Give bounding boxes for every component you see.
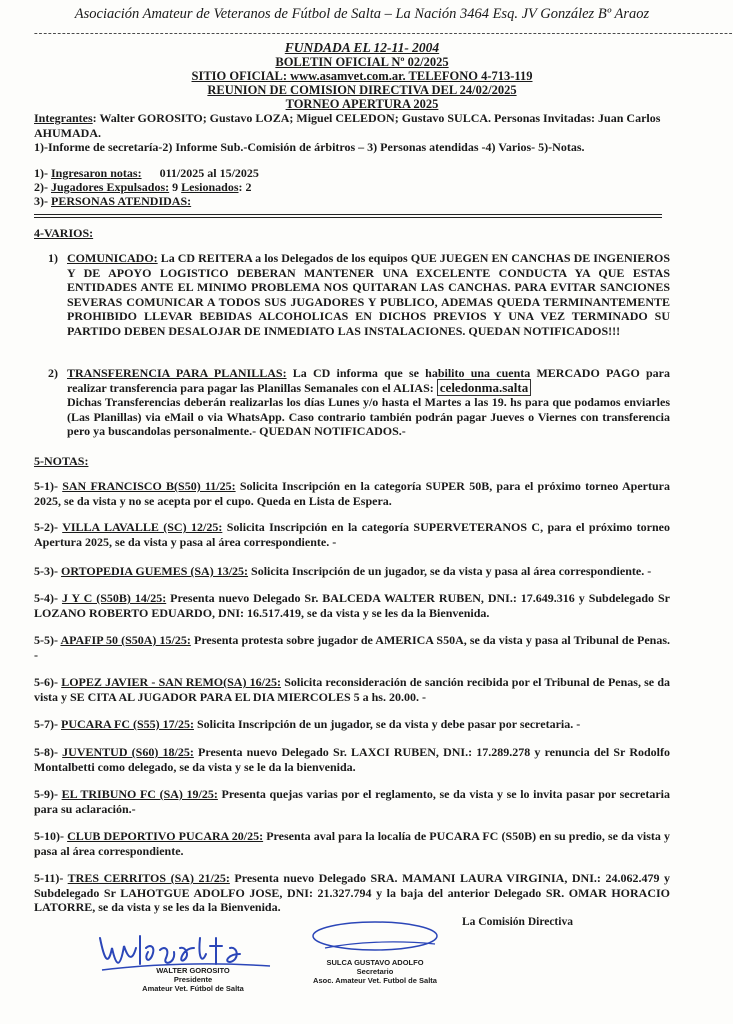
note-number: 5-11)- [34,871,68,885]
note-text: Solicita Inscripción de un jugador, se da vista y pasa al área correspondiente. - [248,564,652,578]
double-rule-divider [34,214,662,218]
title-block [0,41,724,111]
note-text: Presenta nuevo Delegado Sr. BALCEDA WALTER RUBEN, DNI.: 17.649.316 y Subdelegado Sr LOZANO ROBERTO EDUARDO, DNI: 16.517.419, se da vista y se les da la Bienvenida. [34,591,670,620]
president-name: WALTER GOROSITO [156,966,230,975]
members-text: : Walter GOROSITO; Gustavo LOZA; Miguel CELEDON; Gustavo SULCA. Personas Invitadas: Juan Carlos AHUMADA. [34,111,661,140]
transferencia-text-a: La CD informa que se habilito una cuenta MERCADO PAGO para realizar transferencia para pagar las Planillas Semanales con el ALIAS: [67,366,670,395]
injured-value: : 2 [238,180,252,194]
note-label: APAFIP 50 (S50A) 15/25: [60,633,191,647]
notas-title: 5-NOTAS: [34,454,89,468]
transferencia-paragraph [67,366,670,439]
commission-signoff: La Comisión Directiva [462,916,573,928]
transferencia-label: TRANSFERENCIA PARA PLANILLAS: [67,366,287,380]
agenda-line: 1)-Informe de secretaría-2) Informe Sub.-Comisión de árbitros – 3) Personas atendidas -4) Varios- 5)-Notas. [34,140,585,154]
note-text: Presenta protesta sobre jugador de AMERICA S50A, se da vista y pasa al Tribunal de Penas. - [34,633,670,662]
expelled-label: Jugadores Expulsados: [51,180,170,194]
note-item [34,675,670,704]
secretary-name: SULCA GUSTAVO ADOLFO [326,958,424,967]
note-text: Presenta aval para la localía de PUCARA FC (S50B) en su predio, se da vista y pasa al área correspondiente. [34,829,670,858]
members-label: Integrantes [34,111,93,125]
note-number: 5-4)- [34,591,62,605]
persons-label: PERSONAS ATENDIDAS: [51,194,192,208]
secretary-org: Asoc. Amateur Vet. Futbol de Salta [313,976,437,985]
comunicado-paragraph [67,251,670,338]
notes-range: 011/2025 al 15/2025 [159,166,259,180]
note-number: 5-10)- [34,829,68,843]
note-number: 5-5)- [34,633,61,647]
varios-item2-number: 2) [48,366,58,380]
note-item [34,871,670,915]
injured-label: Lesionados [181,180,239,194]
secretary-signature [305,912,455,962]
note-text: Solicita Inscripción en la categoría SUPERVETERANOS C, para el próximo torneo Apertura 2025, se da vista y pasa al área correspondiente. - [34,520,670,549]
note-label: CLUB DEPORTIVO PUCARA 20/25: [67,829,264,843]
notes-label: Ingresaron notas: [51,166,142,180]
tournament-line: TORNEO APERTURA 2025 [285,97,439,111]
note-label: PUCARA FC (S55) 17/25: [61,717,194,731]
president-role: Presidente [173,975,213,984]
persons-prefix: 3)- [34,194,51,208]
varios-item1-number: 1) [48,251,58,265]
dashed-divider: ------------------------------------------------------------------------------------------------------------------------------------------------------ [34,27,733,39]
comunicado-text: La CD REITERA a los Delegados de los equipos QUE JUEGEN EN CANCHAS DE INGENIEROS Y DE APOYO LOGISTICO DEBERAN MANTENER UNA EXCELENTE CONDUCTA YA QUE ESTAS ENTIDADES ANTE EL MINIMO PROBLEMA NOS QUITARAN LAS CANCHAS. PARA EVITAR SANCIONES SEVERAS COMUNICAR A TODOS SUS JUGADORES Y PUBLICO, ADEMAS QUEDA TERMINANTEMENTE PROHIBIDO LLEVAR BEBIDAS ALCOHOLICAS EN DICHOS PREVIOS Y UNA VEZ TERMINADO SU PARTIDO DEBEN DESALOJAR DE INMEDIATO LAS INSTALACIONES. QUEDAN NOTIFICADOS!!! [67,251,670,338]
varios-title: 4-VARIOS: [34,226,94,240]
note-number: 5-2)- [34,520,63,534]
note-number: 5-6)- [34,675,62,689]
members-paragraph [34,111,662,140]
founded-line: FUNDADA EL 12-11- 2004 [284,40,440,55]
note-number: 5-1)- [34,479,63,493]
alias-box: celedonma.salta [437,379,531,396]
president-signature-block [118,966,268,993]
meeting-line: REUNION DE COMISION DIRECTIVA DEL 24/02/2025 [207,83,517,97]
note-item [34,717,670,732]
note-number: 5-7)- [34,717,61,731]
secretary-signature-block [305,958,445,985]
players-summary [34,180,252,195]
note-text: Solicita Inscripción en la categoría SUPER 50B, para el próximo torneo Apertura 2025, se da vista y no se acepta por el cupo. Queda en Lista de Espera. [34,479,670,508]
secretary-role: Secretario [356,967,394,976]
transferencia-text-b: Dichas Transferencias deberán realizarlas los días Lunes y/o hasta el Martes a las 19. hs para que podamos enviarles (Las Planillas) via eMail o via WhatsApp. Caso contrario también podrán pagar Jueves o Viernes con transferencia pero ya buscandolas personalmente.- QUEDAN NOTIFICADOS.- [67,395,670,438]
note-item [34,564,670,579]
note-text: Presenta nuevo Delegado Sr. LAXCI RUBEN, DNI.: 17.289.278 y renuncia del Sr Rodolfo Montalbetti como delegado, se da vista y se le da la bienvenida. [34,745,670,774]
note-label: VILLA LAVALLE (SC) 12/25: [62,520,223,534]
note-number: 5-9)- [34,787,62,801]
players-prefix: 2)- [34,180,51,194]
president-org: Amateur Vet. Fútbol de Salta [142,984,244,993]
org-header-line: Asociación Amateur de Veteranos de Fútbol de Salta – La Nación 3464 Esq. JV González Bº Araoz [74,6,650,22]
note-text: Presenta nuevo Delegado SRA. MAMANI LAURA VIRGINIA, DNI.: 24.062.479 y Subdelegado Sr LAHOTGUE ADOLFO JOSE, DNI: 21.327.794 y la baja del anterior Delegado SR. OMAR HORACIO LATORRE, se da vista y se les da la Bienvenida. [34,871,670,914]
note-label: JUVENTUD (S60) 18/25: [62,745,194,759]
note-number: 5-8)- [34,745,63,759]
note-text: Solicita reconsideración de sanción recibida por el Tribunal de Penas, se da vista y SE CITA AL JUGADOR PARA EL DIA MIERCOLES 5 a hs. 20.00. - [34,675,671,704]
persons-summary [34,194,191,209]
bulletin-line: BOLETIN OFICIAL Nº 02/2025 [275,55,449,69]
note-label: J Y C (S50B) 14/25: [61,591,167,605]
note-item [34,745,670,774]
note-label: SAN FRANCISCO B(S50) 11/25: [62,479,236,493]
site-line: SITIO OFICIAL: www.asamvet.com.ar. TELEFONO 4-713-119 [191,69,533,83]
note-item [34,829,670,858]
note-label: EL TRIBUNO FC (SA) 19/25: [61,787,218,801]
note-item [34,520,670,549]
comunicado-label: COMUNICADO: [67,251,158,265]
note-item [34,633,670,662]
note-item [34,787,670,816]
expelled-value: 9 [169,180,182,194]
notes-prefix: 1)- [34,166,51,180]
note-label: LOPEZ JAVIER - SAN REMO(SA) 16/25: [61,675,282,689]
notes-summary [34,166,259,181]
note-label: TRES CERRITOS (SA) 21/25: [67,871,230,885]
note-label: ORTOPEDIA GUEMES (SA) 13/25: [61,564,249,578]
note-text: Solicita Inscripción de un jugador, se da vista y debe pasar por secretaria. - [194,717,581,731]
note-item [34,591,670,620]
note-item [34,479,670,508]
note-text: Presenta quejas varias por el reglamento, se da vista y se lo invita pasar por secretaria para su aclaración.- [34,787,671,816]
note-number: 5-3)- [34,564,61,578]
